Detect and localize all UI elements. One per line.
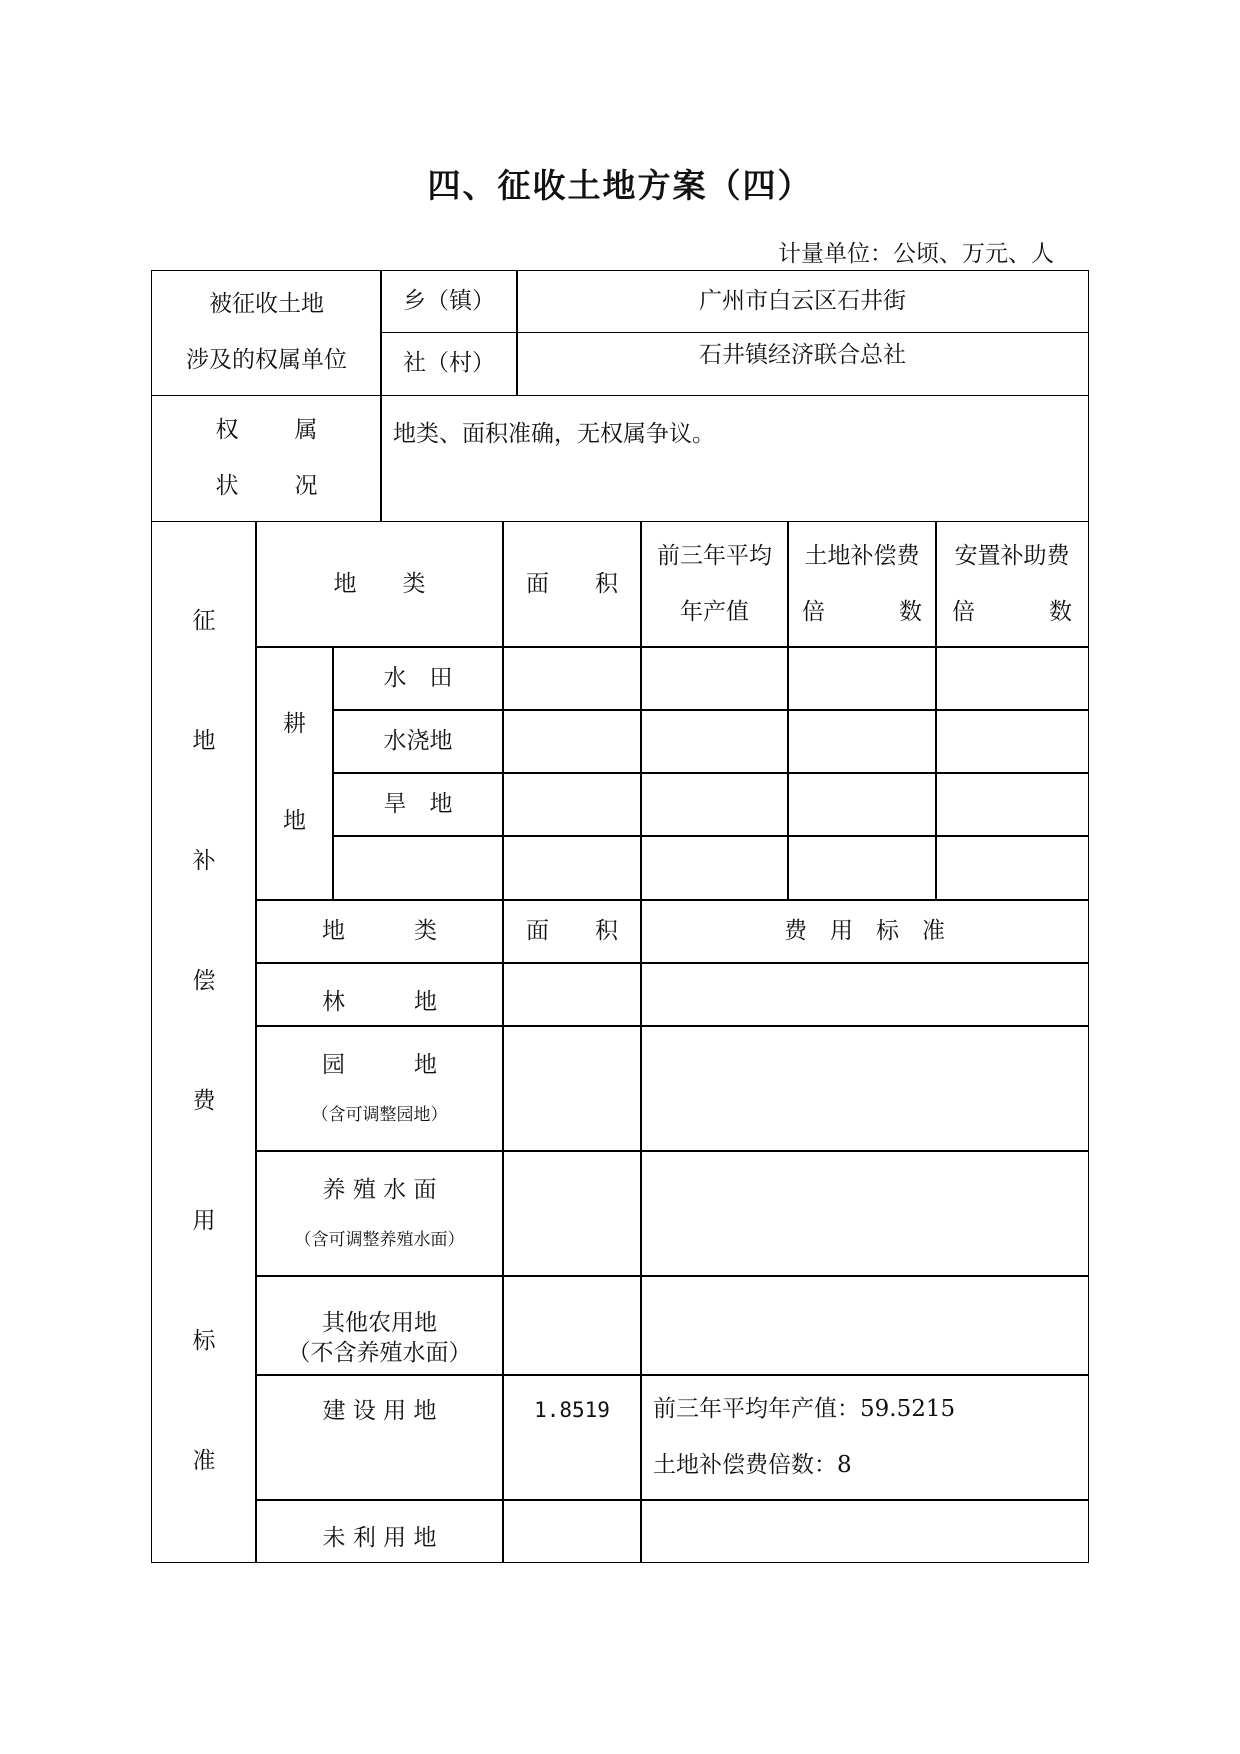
row-aquaculture-note: （含可调整养殖水面） — [294, 1230, 465, 1251]
header-land-comp — [787, 521, 937, 648]
row-irrigated-label: 水浇地 — [332, 709, 504, 774]
row-paddy-landcomp — [787, 646, 937, 711]
row-dry-landcomp — [787, 772, 937, 837]
header-resettle — [935, 521, 1089, 648]
ownership-status-label-cell — [151, 395, 382, 522]
row-other-ag-label-cell — [255, 1275, 504, 1376]
ownership-status-value: 地类、面积准确，无权属争议。 — [380, 395, 1089, 522]
row-blank-output — [640, 835, 789, 901]
row-garden-label: 园 地 — [322, 1051, 437, 1078]
row-garden-area — [502, 1025, 642, 1152]
township-value: 广州市白云区石井街 — [516, 270, 1089, 333]
page-title: 四、征收土地方案（四） — [427, 166, 813, 205]
township-label: 乡（镇） — [380, 270, 518, 333]
header-resettle-char-b: 数 — [1049, 598, 1072, 625]
side-char-3: 补 — [192, 848, 216, 875]
unit-line: 计量单位：公顷、万元、人 — [778, 241, 1054, 267]
compensation-side-label — [151, 521, 257, 1563]
row-aquaculture-label-cell — [255, 1150, 504, 1277]
row-other-ag-standard — [640, 1275, 1089, 1376]
row-dry-resettle — [935, 772, 1089, 837]
header2-area: 面 积 — [502, 899, 642, 964]
row-construction-std-line1: 前三年平均年产值：59.5215 — [653, 1396, 956, 1422]
row-garden-standard — [640, 1025, 1089, 1152]
status-char-b: 属 — [294, 416, 318, 443]
owner-label-line1: 被征收土地 — [209, 291, 324, 318]
row-paddy-resettle — [935, 646, 1089, 711]
side-char-8: 准 — [192, 1448, 216, 1475]
row-garden-label-cell — [255, 1025, 504, 1152]
header-land-comp-char-a: 倍 — [802, 598, 825, 625]
row-unused-label: 未 利 用 地 — [255, 1499, 504, 1563]
cultivated-char-b: 地 — [283, 807, 306, 834]
header-land-comp-line1: 土地补偿费 — [804, 542, 920, 569]
side-char-4: 偿 — [192, 968, 216, 995]
header2-fee-standard: 费 用 标 准 — [640, 899, 1089, 964]
status-char-c: 状 — [215, 472, 239, 499]
row-unused-area — [502, 1499, 642, 1563]
header-resettle-char-a: 倍 — [952, 598, 975, 625]
row-construction-standard — [640, 1374, 1089, 1501]
header-land-comp-char-b: 数 — [899, 598, 922, 625]
header-land-type: 地 类 — [255, 521, 504, 648]
row-garden-note: （含可调整园地） — [311, 1105, 448, 1126]
side-char-5: 费 — [192, 1088, 216, 1115]
village-value: 石井镇经济联合总社 — [516, 332, 1089, 396]
row-paddy-label: 水 田 — [332, 646, 504, 711]
side-char-7: 标 — [192, 1328, 216, 1355]
row-aquaculture-standard — [640, 1150, 1089, 1277]
header-area: 面 积 — [502, 521, 642, 648]
side-char-6: 用 — [192, 1208, 216, 1235]
owner-label-line2: 涉及的权属单位 — [186, 347, 347, 373]
row-forest-area — [502, 962, 642, 1027]
side-char-2: 地 — [192, 728, 216, 755]
row-aquaculture-area — [502, 1150, 642, 1277]
row-irrigated-output — [640, 709, 789, 774]
row-dry-output — [640, 772, 789, 837]
row-aquaculture-label: 养 殖 水 面 — [322, 1176, 437, 1203]
row-irrigated-resettle — [935, 709, 1089, 774]
row-other-ag-area — [502, 1275, 642, 1376]
row-unused-standard — [640, 1499, 1089, 1563]
header-avg-output — [640, 521, 789, 648]
side-char-1: 征 — [192, 608, 216, 635]
row-other-ag-label: 其他农用地 — [322, 1310, 437, 1337]
status-char-d: 况 — [294, 472, 318, 499]
row-irrigated-landcomp — [787, 709, 937, 774]
village-label: 社（村） — [380, 332, 518, 396]
row-blank-landcomp — [787, 835, 937, 901]
row-blank-label — [332, 835, 504, 901]
row-forest-standard — [640, 962, 1089, 1027]
header-avg-output-line1: 前三年平均 — [657, 542, 772, 569]
row-construction-label: 建 设 用 地 — [255, 1374, 504, 1501]
header2-land-type: 地 类 — [255, 899, 504, 964]
row-dry-area — [502, 772, 642, 837]
row-paddy-area — [502, 646, 642, 711]
row-other-ag-note: （不含养殖水面） — [287, 1340, 472, 1367]
owner-label-cell — [151, 270, 382, 396]
row-paddy-output — [640, 646, 789, 711]
status-char-a: 权 — [215, 416, 239, 443]
row-dry-label: 旱 地 — [332, 772, 504, 837]
row-blank-area — [502, 835, 642, 901]
row-construction-area: 1.8519 — [502, 1374, 642, 1501]
row-irrigated-area — [502, 709, 642, 774]
row-forest-label: 林 地 — [255, 962, 504, 1027]
cultivated-char-a: 耕 — [283, 711, 306, 738]
row-blank-resettle — [935, 835, 1089, 901]
row-construction-std-line2: 土地补偿费倍数：8 — [653, 1451, 852, 1478]
cultivated-label — [255, 646, 334, 901]
header-resettle-line1: 安置补助费 — [954, 542, 1070, 569]
header-avg-output-line2: 年产值 — [680, 598, 749, 625]
